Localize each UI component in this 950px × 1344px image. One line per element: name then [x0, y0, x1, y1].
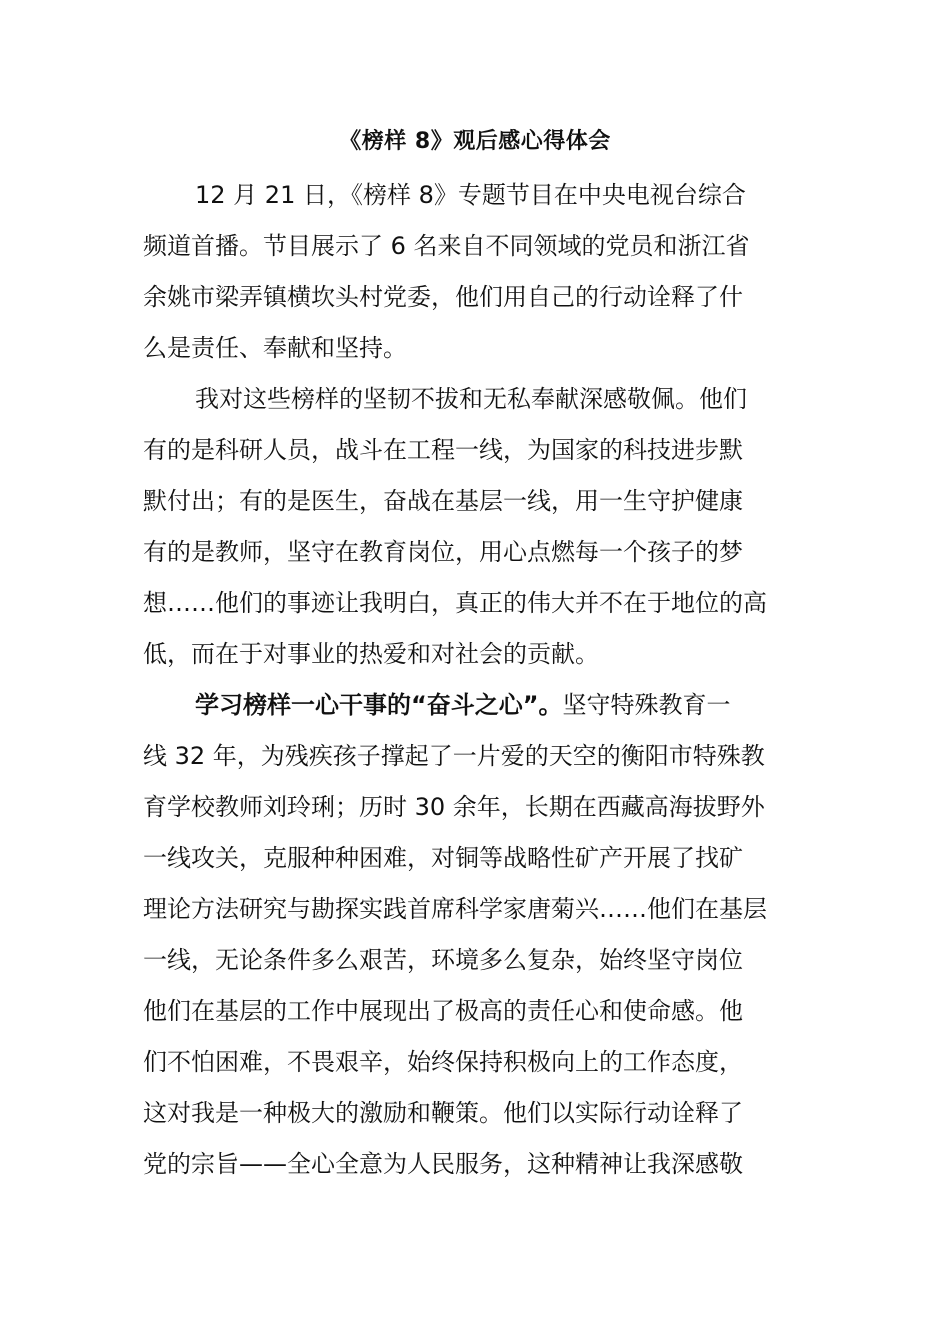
paragraph-line: 理论方法研究与勘探实践首席科学家唐菊兴……他们在基层 — [143, 895, 767, 923]
paragraph-first-line — [143, 680, 808, 731]
paragraph-line: 这对我是一种极大的激励和鞭策。他们以实际行动诠释了 — [143, 1099, 743, 1127]
paragraph-2 — [143, 374, 808, 680]
paragraph-line: 育学校教师刘玲琍；历时 30 余年，长期在西藏高海拔野外 — [143, 793, 765, 821]
paragraph-line: 线 32 年，为残疾孩子撑起了一片爱的天空的衡阳市特殊教 — [143, 742, 765, 770]
paragraph-line: 有的是科研人员，战斗在工程一线，为国家的科技进步默 — [143, 436, 743, 464]
paragraph-line: 低，而在于对事业的热爱和对社会的贡献。 — [143, 640, 599, 668]
paragraph-line: 一线，无论条件多么艰苦，环境多么复杂，始终坚守岗位 — [143, 946, 743, 974]
paragraph-line: 我对这些榜样的坚韧不拔和无私奉献深感敬佩。他们 — [195, 385, 747, 413]
paragraph-line: 们不怕困难，不畏艰辛，始终保持积极向上的工作态度， — [143, 1048, 743, 1076]
paragraph-heading-rest: 坚守特殊教育一 — [562, 691, 731, 719]
paragraph-line: 么是责任、奉献和坚持。 — [143, 334, 407, 362]
paragraph-1 — [143, 170, 808, 374]
paragraph-line: 党的宗旨——全心全意为人民服务，这种精神让我深感敬 — [143, 1150, 743, 1178]
paragraph-line: 余姚市梁弄镇横坎头村党委，他们用自己的行动诠释了什 — [143, 283, 743, 311]
paragraph-line: 有的是教师，坚守在教育岗位，用心点燃每一个孩子的梦 — [143, 538, 743, 566]
paragraph-line: 默付出；有的是医生，奋战在基层一线，用一生守护健康 — [143, 487, 743, 515]
paragraph-line: 一线攻关，克服种种困难，对铜等战略性矿产开展了找矿 — [143, 844, 743, 872]
paragraph-3 — [143, 680, 808, 1190]
paragraph-line: 12 月 21 日，《榜样 8》专题节目在中央电视台综合 — [195, 181, 746, 209]
paragraph-line: 他们在基层的工作中展现出了极高的责任心和使命感。他 — [143, 997, 743, 1025]
paragraph-heading: 学习榜样一心干事的“奋斗之心”。 — [195, 691, 563, 719]
paragraph-line: 想……他们的事迹让我明白，真正的伟大并不在于地位的高 — [143, 589, 767, 617]
document-title: 《榜样 8》观后感心得体会 — [339, 129, 611, 154]
document-body — [143, 170, 808, 1190]
paragraph-line: 频道首播。节目展示了 6 名来自不同领域的党员和浙江省 — [143, 232, 750, 260]
